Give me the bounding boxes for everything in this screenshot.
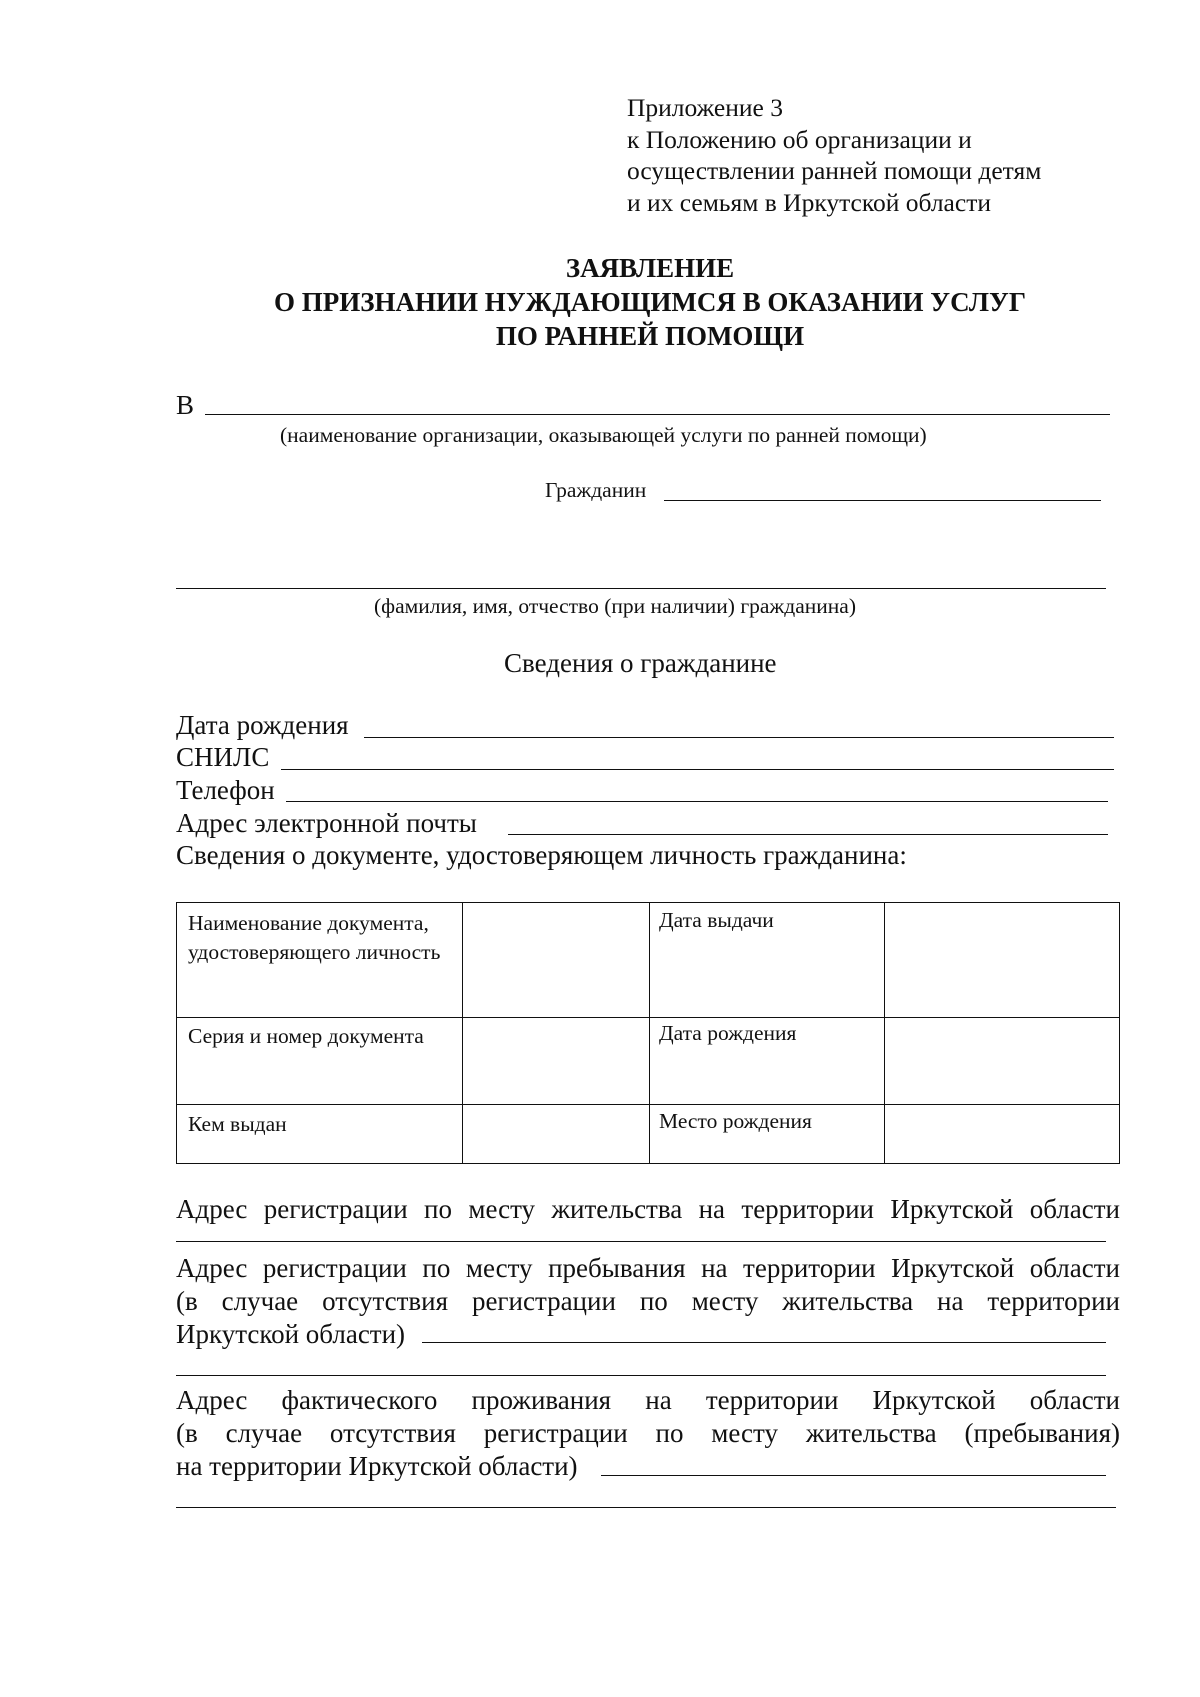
stay-address-label-end: Иркутской области) — [176, 1319, 406, 1349]
actual-address-label-cont: (в случае отсутствия регистрации по месту жительства (пребывания) — [176, 1418, 1120, 1448]
birth-place-value-cell[interactable] — [889, 1108, 1114, 1160]
appendix-line: и их семьям в Иркутской области — [627, 187, 991, 217]
citizen-name-input-line[interactable] — [176, 588, 1106, 589]
id-document-heading: Сведения о документе, удостоверяющем личность гражданина: — [176, 840, 907, 870]
email-input-line[interactable] — [508, 834, 1108, 835]
snils-label: СНИЛС — [176, 742, 270, 772]
actual-address-block — [176, 1384, 1120, 1483]
stay-address-block — [176, 1252, 1120, 1351]
issued-by-label: Кем выдан — [188, 1112, 287, 1136]
section-title: Сведения о гражданине — [504, 648, 777, 678]
birth-place-label: Место рождения — [659, 1109, 812, 1133]
birth-date-table-label: Дата рождения — [659, 1021, 797, 1045]
document-subtitle: О ПРИЗНАНИИ НУЖДАЮЩИМСЯ В ОКАЗАНИИ УСЛУГ — [273, 287, 1027, 317]
issued-by-value-cell[interactable] — [467, 1108, 645, 1160]
citizen-input-line[interactable] — [664, 500, 1101, 501]
stay-address-label: Адрес регистрации по месту пребывания на территории Иркутской области — [176, 1253, 1120, 1283]
document-subtitle-cont: ПО РАННЕЙ ПОМОЩИ — [495, 321, 805, 351]
series-number-value-cell[interactable] — [467, 1021, 645, 1101]
id-document-table — [176, 902, 1120, 1164]
table-divider — [177, 1017, 1119, 1018]
stay-address-label-cont: (в случае отсутствия регистрации по месту жительства на территории — [176, 1286, 1120, 1316]
recipient-org-input-line[interactable] — [205, 414, 1110, 415]
document-title: ЗАЯВЛЕНИЕ — [565, 253, 735, 283]
citizen-caption: (фамилия, имя, отчество (при наличии) гражданина) — [374, 594, 856, 618]
phone-input-line[interactable] — [286, 801, 1108, 802]
actual-address-input-line[interactable] — [601, 1475, 1106, 1476]
residence-address-input-line[interactable] — [176, 1241, 1106, 1242]
actual-address-label: Адрес фактического проживания на территории Иркутской области — [176, 1385, 1120, 1415]
issue-date-value-cell[interactable] — [889, 905, 1114, 1013]
issue-date-label: Дата выдачи — [659, 908, 774, 932]
stay-address-input-line[interactable] — [422, 1342, 1106, 1343]
appendix-line: к Положению об организации и — [627, 124, 972, 154]
table-divider — [884, 903, 885, 1163]
birth-date-label: Дата рождения — [176, 710, 349, 740]
doc-name-value-cell[interactable] — [467, 905, 645, 1013]
actual-address-input-line-2[interactable] — [176, 1507, 1116, 1508]
table-divider — [649, 903, 650, 1163]
phone-label: Телефон — [176, 775, 275, 805]
table-divider — [177, 1104, 1119, 1105]
residence-address-label: Адрес регистрации по месту жительства на территории Иркутской области — [176, 1194, 1120, 1224]
email-label: Адрес электронной почты — [176, 808, 477, 838]
birth-date-value-cell[interactable] — [889, 1021, 1114, 1101]
citizen-label: Гражданин — [545, 478, 647, 502]
appendix-reference — [627, 92, 1041, 218]
recipient-caption: (наименование организации, оказывающей услуги по ранней помощи) — [280, 423, 927, 447]
appendix-line: Приложение 3 — [627, 93, 783, 122]
doc-name-label: Наименование документа, удостоверяющего личность — [188, 911, 441, 964]
stay-address-input-line-2[interactable] — [176, 1375, 1106, 1376]
actual-address-label-end: на территории Иркутской области) — [176, 1451, 578, 1481]
birth-date-input-line[interactable] — [364, 737, 1114, 738]
snils-input-line[interactable] — [281, 769, 1114, 770]
appendix-line: осуществлении ранней помощи детям — [627, 156, 1042, 185]
residence-address-block — [176, 1193, 1120, 1226]
recipient-prefix: В — [176, 390, 195, 420]
table-divider — [462, 903, 463, 1163]
series-number-label: Серия и номер документа — [188, 1024, 424, 1048]
